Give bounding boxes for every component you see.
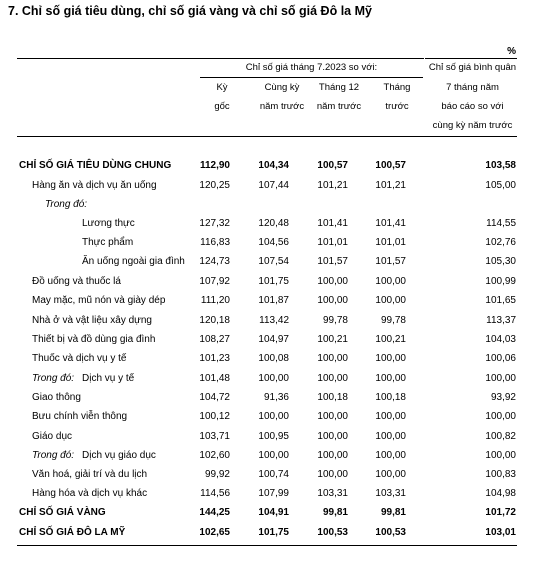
cell-yoy: 104,91 [258, 507, 289, 518]
cell-base: 107,92 [199, 276, 230, 287]
cell-prev: 101,41 [375, 218, 406, 229]
row-label: Dịch vụ giáo dục [82, 450, 156, 461]
cell-avg: 100,82 [485, 431, 516, 442]
cell-base: 111,20 [200, 295, 230, 306]
cell-yoy: 107,44 [258, 180, 289, 191]
cell-dec: 100,18 [317, 392, 348, 403]
row-label: Bưu chính viễn thông [32, 411, 128, 422]
header-col-yoy-1: Cùng kỳ [264, 82, 300, 93]
table-row [0, 446, 535, 465]
header-col-base-1: Kỳ [216, 82, 228, 93]
cell-avg: 100,00 [485, 450, 516, 461]
cell-yoy: 100,95 [258, 431, 289, 442]
header-col-prev-2: trước [385, 101, 409, 112]
table-bottom-rule [17, 545, 517, 546]
cell-avg: 113,37 [486, 315, 516, 326]
cell-yoy: 100,00 [258, 411, 289, 422]
cell-prev: 103,31 [375, 488, 406, 499]
table-row [0, 523, 535, 542]
row-label: Thuốc và dịch vụ y tế [32, 353, 127, 364]
header-group-rule [200, 77, 423, 78]
header-col-avg-2: báo cáo so với [441, 101, 504, 112]
table-row [0, 407, 535, 426]
cell-dec: 99,81 [322, 507, 348, 518]
cell-base: 101,23 [199, 353, 230, 364]
cell-prev: 100,18 [375, 392, 406, 403]
cell-yoy: 113,42 [259, 315, 289, 326]
cell-avg: 105,00 [485, 180, 516, 191]
cell-dec: 100,00 [317, 295, 348, 306]
row-label: CHỈ SỐ GIÁ VÀNG [19, 507, 106, 518]
cell-prev: 101,21 [375, 180, 406, 191]
cell-yoy: 107,54 [258, 256, 289, 267]
cell-dec: 100,00 [317, 411, 348, 422]
cell-prev: 99,78 [380, 315, 406, 326]
cell-avg: 100,83 [485, 469, 516, 480]
cell-dec: 100,57 [317, 160, 348, 171]
unit-label: % [507, 46, 516, 57]
table-row [0, 233, 535, 252]
cell-avg: 102,76 [485, 237, 516, 248]
table-row [0, 156, 535, 175]
cell-yoy: 101,87 [258, 295, 289, 306]
cell-base: 100,12 [199, 411, 230, 422]
cell-dec: 100,00 [317, 431, 348, 442]
row-label: Lương thực [82, 218, 135, 229]
table-row [0, 311, 535, 330]
header-col-base-2: gốc [214, 101, 230, 112]
cell-prev: 101,01 [375, 237, 406, 248]
table-row [0, 330, 535, 349]
row-label: Nhà ở và vật liệu xây dựng [32, 315, 152, 326]
cell-dec: 101,21 [317, 180, 348, 191]
cell-prev: 100,57 [375, 160, 406, 171]
cell-base: 127,32 [199, 218, 230, 229]
cell-yoy: 104,56 [258, 237, 289, 248]
table-row [0, 349, 535, 368]
cell-avg: 104,03 [485, 334, 516, 345]
table-row [0, 214, 535, 233]
table-row [0, 427, 535, 446]
cell-base: 144,25 [199, 507, 230, 518]
cell-yoy: 100,00 [258, 450, 289, 461]
cell-avg: 100,06 [485, 353, 516, 364]
table-title: 7. Chỉ số giá tiêu dùng, chỉ số giá vàng và chỉ số giá Đô la Mỹ [8, 4, 372, 18]
row-label: Giao thông [32, 392, 81, 403]
cell-prev: 100,00 [375, 295, 406, 306]
cell-dec: 100,53 [317, 527, 348, 538]
table-row [0, 195, 535, 214]
row-label-prefix: Trong đó: [32, 450, 75, 461]
cell-avg: 103,01 [485, 527, 516, 538]
cell-avg: 114,55 [486, 218, 516, 229]
cell-prev: 100,21 [375, 334, 406, 345]
cell-prev: 100,00 [375, 431, 406, 442]
cell-yoy: 107,99 [258, 488, 289, 499]
cell-base: 102,65 [199, 527, 230, 538]
cell-avg: 103,58 [485, 160, 516, 171]
header-col-prev-1: Tháng [383, 82, 411, 93]
header-group-current: Chỉ số giá tháng 7.2023 so với: [245, 62, 378, 73]
row-label: Hàng hóa và dịch vụ khác [32, 488, 148, 499]
row-label: Ăn uống ngoài gia đình [82, 256, 185, 267]
cell-avg: 105,30 [485, 256, 516, 267]
cell-dec: 100,00 [317, 353, 348, 364]
cell-base: 104,72 [199, 392, 230, 403]
table-row [0, 291, 535, 310]
cell-yoy: 120,48 [258, 218, 289, 229]
cell-yoy: 101,75 [258, 276, 289, 287]
cell-base: 120,25 [199, 180, 230, 191]
cell-base: 112,90 [199, 160, 230, 171]
cell-base: 124,73 [199, 256, 230, 267]
cell-prev: 99,81 [380, 507, 406, 518]
cell-base: 108,27 [199, 334, 230, 345]
cell-avg: 101,72 [485, 507, 516, 518]
table-row [0, 369, 535, 388]
table-row [0, 484, 535, 503]
cell-yoy: 100,00 [258, 373, 289, 384]
cell-avg: 101,65 [485, 295, 516, 306]
cell-dec: 99,78 [322, 315, 348, 326]
header-col-dec-1: Tháng 12 [318, 82, 360, 93]
header-col-dec-2: năm trước [316, 101, 362, 112]
cell-dec: 100,00 [317, 469, 348, 480]
cell-prev: 100,00 [375, 450, 406, 461]
row-label: Văn hoá, giải trí và du lịch [32, 469, 148, 480]
cell-prev: 100,00 [375, 469, 406, 480]
cell-dec: 101,41 [317, 218, 348, 229]
cell-dec: 100,21 [317, 334, 348, 345]
cell-dec: 101,01 [317, 237, 348, 248]
cell-base: 116,83 [200, 237, 230, 248]
cell-avg: 100,00 [485, 373, 516, 384]
cell-yoy: 104,34 [258, 160, 289, 171]
cell-base: 114,56 [200, 488, 230, 499]
row-label: Dịch vụ y tế [82, 373, 135, 384]
cell-prev: 100,00 [375, 276, 406, 287]
table-row [0, 503, 535, 522]
table-row [0, 252, 535, 271]
row-label: Hàng ăn và dịch vụ ăn uống [32, 180, 157, 191]
row-label: May mặc, mũ nón và giày dép [32, 295, 166, 306]
row-label: Đồ uống và thuốc lá [32, 276, 121, 287]
cell-yoy: 101,75 [258, 527, 289, 538]
cell-yoy: 91,36 [263, 392, 289, 403]
cell-prev: 100,00 [375, 353, 406, 364]
table-row [0, 465, 535, 484]
cell-prev: 100,00 [375, 373, 406, 384]
cell-yoy: 100,74 [258, 469, 289, 480]
cell-base: 101,48 [199, 373, 230, 384]
row-label: Giáo dục [32, 431, 73, 442]
cell-prev: 101,57 [375, 256, 406, 267]
cell-prev: 100,53 [375, 527, 406, 538]
header-group-average: Chỉ số giá bình quân [428, 62, 517, 73]
cell-dec: 103,31 [317, 488, 348, 499]
header-col-avg-1: 7 tháng năm [446, 82, 499, 93]
row-label-prefix: Trong đó: [32, 373, 75, 384]
cell-base: 99,92 [204, 469, 230, 480]
cell-prev: 100,00 [375, 411, 406, 422]
cell-base: 103,71 [199, 431, 230, 442]
cell-avg: 93,92 [490, 392, 516, 403]
header-bottom-rule [17, 136, 517, 137]
cell-base: 120,18 [199, 315, 230, 326]
table-row [0, 176, 535, 195]
cell-avg: 104,98 [485, 488, 516, 499]
cell-yoy: 104,97 [258, 334, 289, 345]
table-row [0, 272, 535, 291]
row-label: Trong đó: [45, 199, 88, 210]
row-label: Thực phẩm [82, 237, 134, 248]
row-label: CHỈ SỐ GIÁ TIÊU DÙNG CHUNG [19, 160, 172, 171]
cell-dec: 100,00 [317, 373, 348, 384]
cell-base: 102,60 [199, 450, 230, 461]
header-col-avg-3: cùng kỳ năm trước [432, 120, 513, 131]
cell-dec: 100,00 [317, 450, 348, 461]
cell-yoy: 100,08 [258, 353, 289, 364]
cell-dec: 101,57 [317, 256, 348, 267]
table-row [0, 388, 535, 407]
cell-avg: 100,99 [485, 276, 516, 287]
cell-dec: 100,00 [317, 276, 348, 287]
row-label: CHỈ SỐ GIÁ ĐÔ LA MỸ [19, 527, 126, 538]
header-col-yoy-2: năm trước [259, 101, 305, 112]
cell-avg: 100,00 [485, 411, 516, 422]
row-label: Thiết bị và đồ dùng gia đình [32, 334, 156, 345]
